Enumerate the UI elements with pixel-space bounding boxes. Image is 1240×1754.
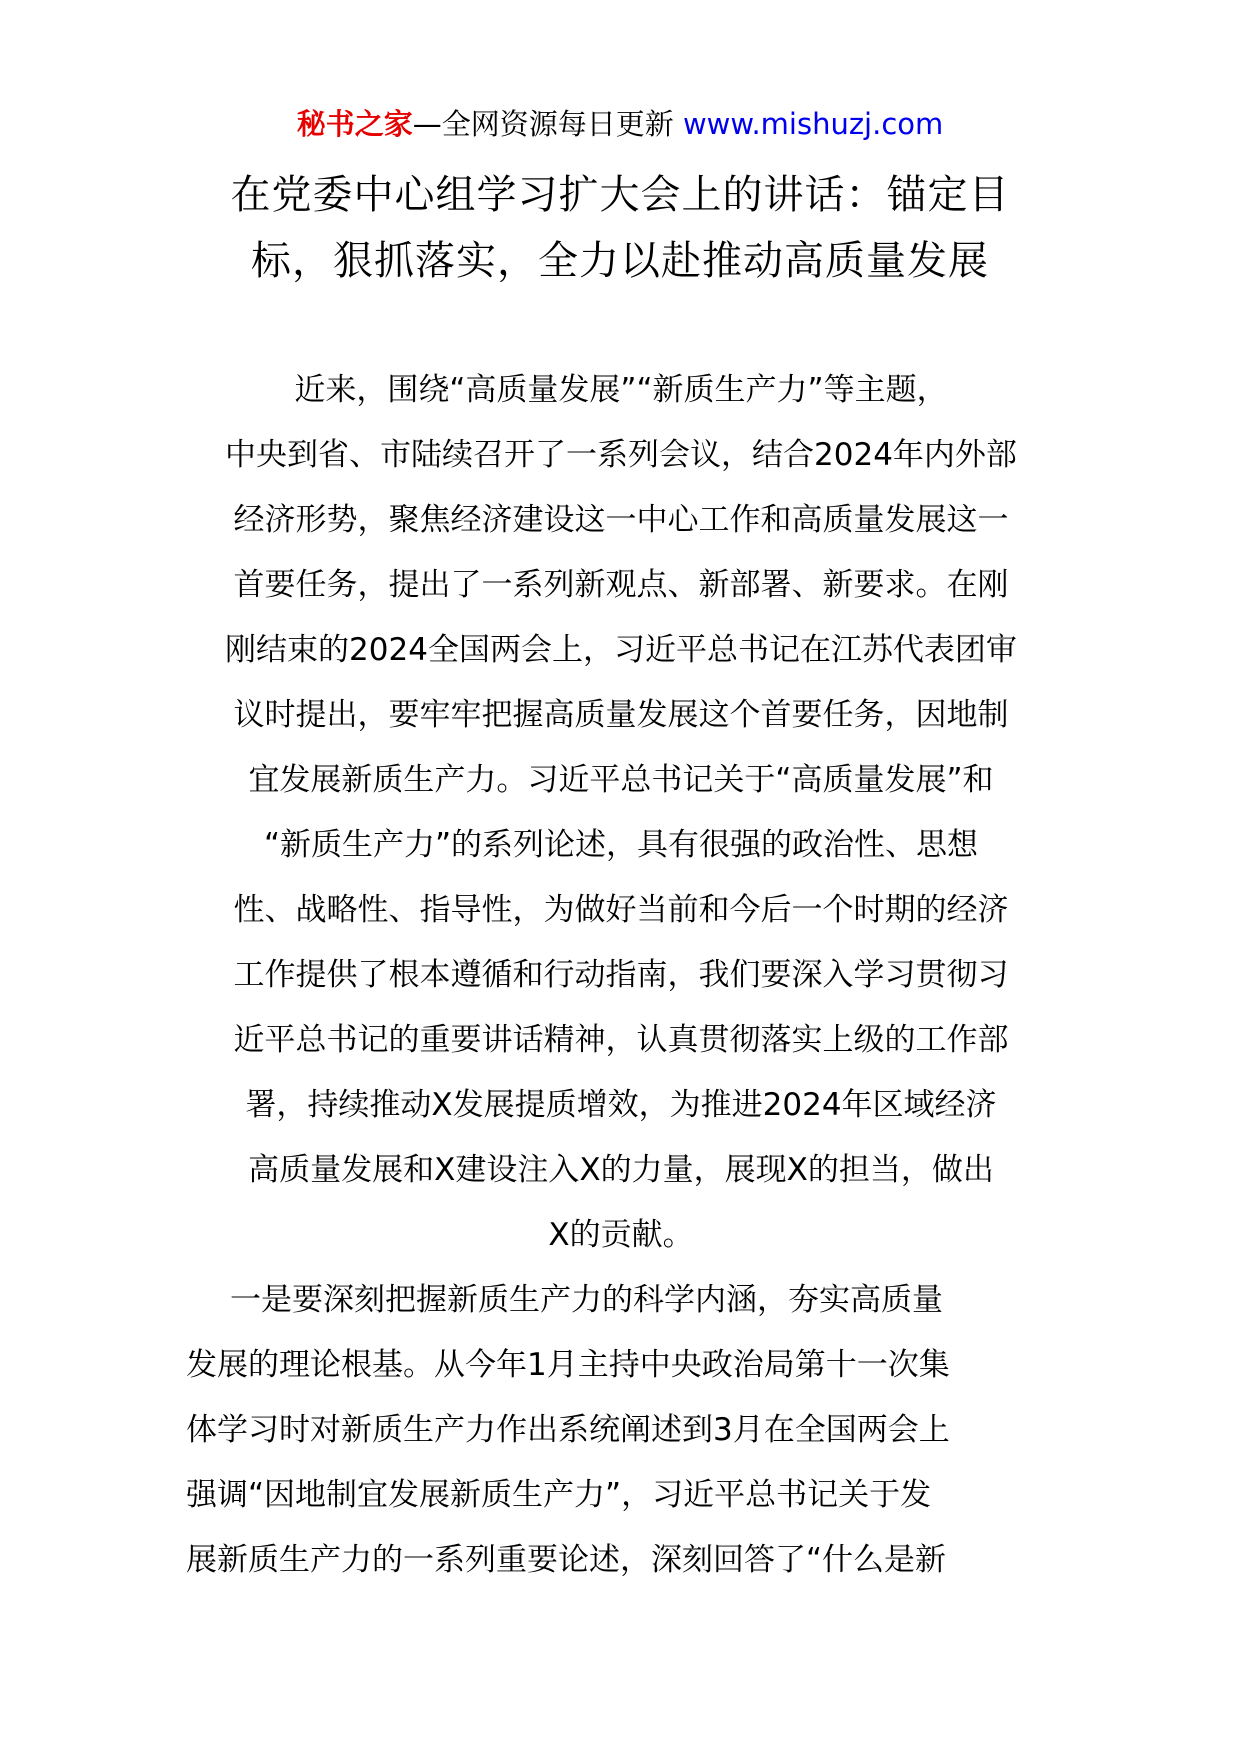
text-line: 刚结束的2024全国两会上，习近平总书记在江苏代表团审 xyxy=(225,632,1017,668)
paragraph-intro xyxy=(186,358,1056,1268)
text-line: 工作提供了根本遵循和行动指南，我们要深入学习贯彻习 xyxy=(233,957,1009,993)
text-line: 体学习时对新质生产力作出系统阐述到3月在全国两会上 xyxy=(186,1412,950,1448)
title-line-1: 在党委中心组学习扩大会上的讲话：锚定目 xyxy=(230,172,1010,218)
text-line: 一是要深刻把握新质生产力的科学内涵，夯实高质量 xyxy=(230,1282,943,1318)
site-brand: 秘书之家 xyxy=(296,107,413,141)
text-line: 近来，围绕“高质量发展”“新质生产力”等主题， xyxy=(294,372,948,408)
text-line: 展新质生产力的一系列重要论述，深刻回答了“什么是新 xyxy=(186,1542,947,1578)
text-line: 近平总书记的重要讲话精神，认真贯彻落实上级的工作部 xyxy=(233,1022,1009,1058)
text-line: X的贡献。 xyxy=(548,1217,694,1253)
text-line: 署，持续推动X发展提质增效，为推进2024年区域经济 xyxy=(245,1087,997,1123)
text-line: 性、战略性、指导性，为做好当前和今后一个时期的经济 xyxy=(233,892,1009,928)
text-line: 强调“因地制宜发展新质生产力”，习近平总书记关于发 xyxy=(186,1477,932,1513)
text-line: 发展的理论根基。从今年1月主持中央政治局第十一次集 xyxy=(186,1347,950,1383)
text-line: 经济形势，聚焦经济建设这一中心工作和高质量发展这一 xyxy=(233,502,1009,538)
paragraph-point-one xyxy=(186,1268,1056,1593)
text-line: 议时提出，要牢牢把握高质量发展这个首要任务，因地制 xyxy=(233,697,1009,733)
site-url-link[interactable]: www.mishuzj.com xyxy=(682,107,944,141)
text-line: 首要任务，提出了一系列新观点、新部署、新要求。在刚 xyxy=(233,567,1009,603)
title-line-2: 标，狠抓落实，全力以赴推动高质量发展 xyxy=(251,238,989,284)
text-line: “新质生产力”的系列论述，具有很强的政治性、思想 xyxy=(263,827,979,863)
text-line: 宜发展新质生产力。习近平总书记关于“高质量发展”和 xyxy=(248,762,994,798)
document-title xyxy=(150,162,1090,294)
text-line: 高质量发展和X建设注入X的力量，展现X的担当，做出 xyxy=(248,1152,994,1188)
site-header xyxy=(0,104,1240,144)
text-line: 中央到省、市陆续召开了一系列会议，结合2024年内外部 xyxy=(225,437,1017,473)
site-tagline: —全网资源每日更新 xyxy=(412,107,683,141)
